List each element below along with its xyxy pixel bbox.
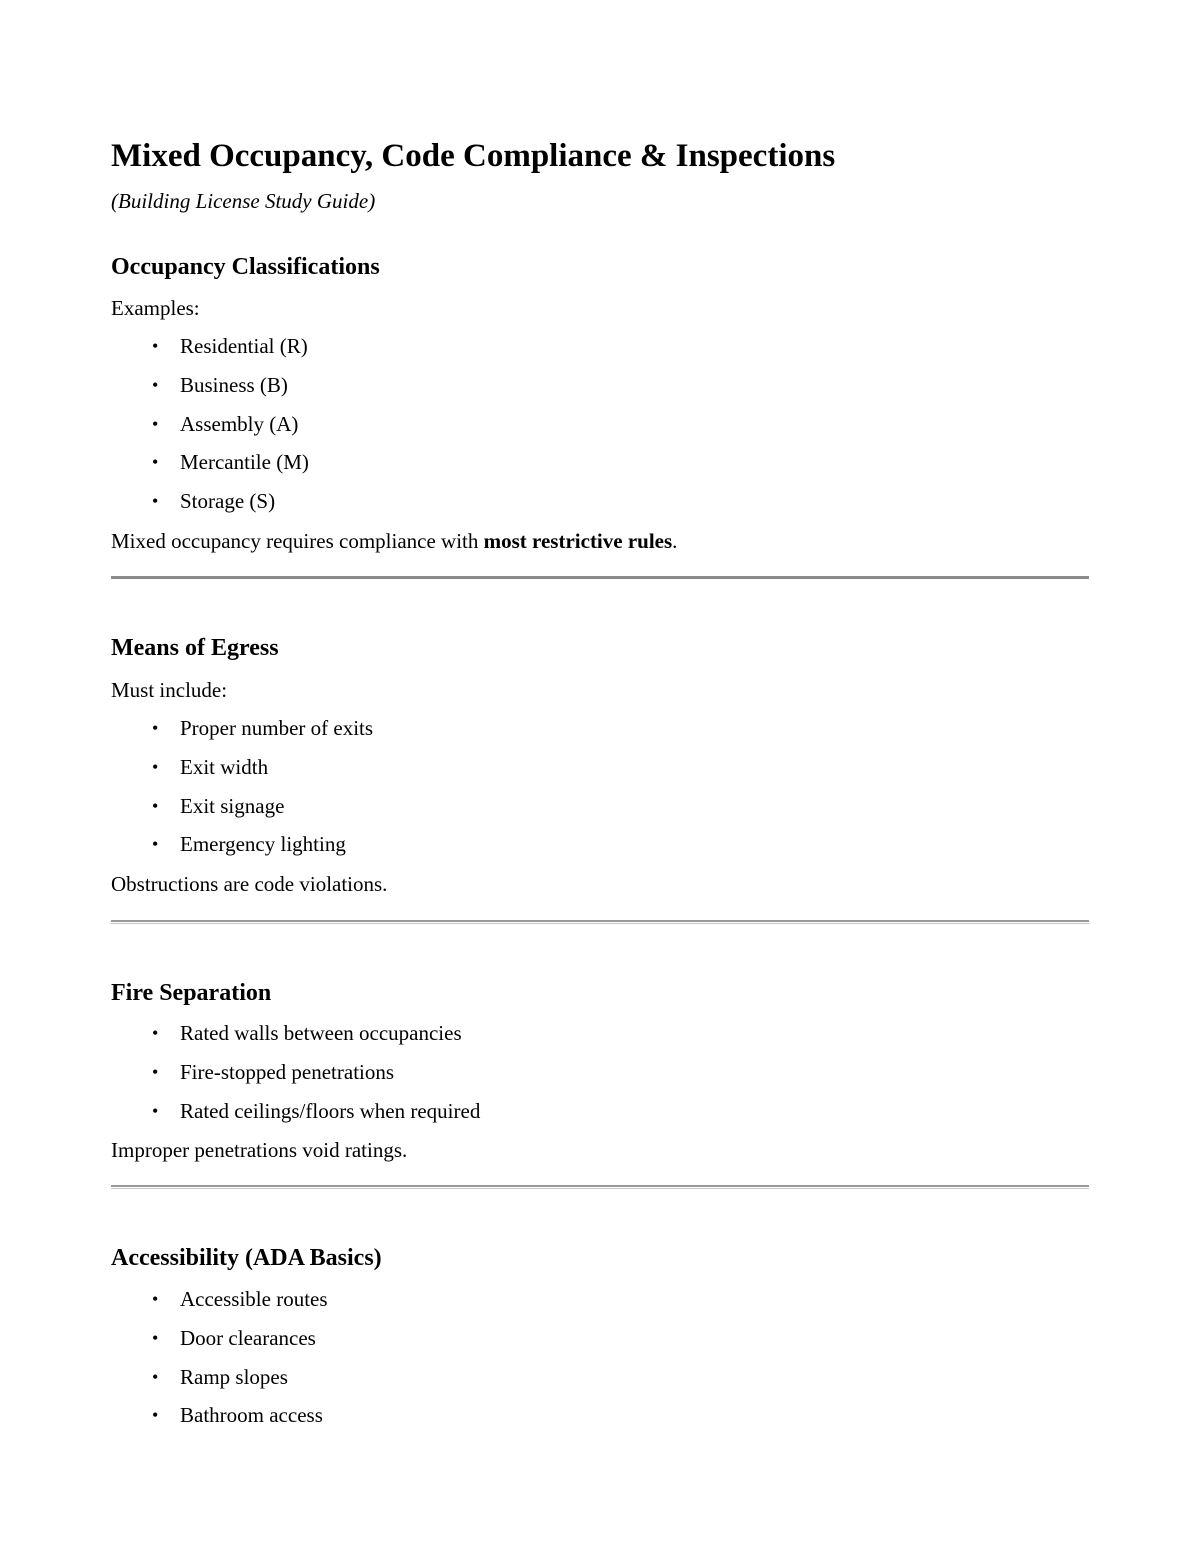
list-item: • Rated ceilings/floors when required [152,1098,481,1123]
bullet-icon: • [152,718,159,738]
fire-separation-note: Improper penetrations void ratings. [111,1138,408,1162]
bullet-icon: • [152,1289,159,1309]
list-item: • Storage (S) [152,489,276,514]
list-item: • Door clearances [152,1325,316,1350]
list-item: • Proper number of exits [152,716,374,740]
list-item: • Assembly (A) [152,411,299,436]
accessibility-list [111,1286,328,1441]
bullet-icon: • [152,413,159,434]
list-item: • Business (B) [152,372,288,397]
bullet-icon: • [152,491,159,512]
list-item: • Mercantile (M) [152,450,309,475]
bullet-icon: • [152,1100,159,1121]
bullet-icon: • [152,374,159,395]
section-heading-occupancy-classifications: Occupancy Classifications [111,254,380,280]
list-item: • Residential (R) [152,334,308,358]
list-item: • Rated walls between occupancies [152,1021,462,1045]
bullet-icon: • [152,1023,159,1043]
egress-list [111,715,373,870]
bullet-icon: • [152,795,159,816]
bullet-icon: • [152,336,159,356]
egress-intro: Must include: [111,678,228,702]
document-title: Mixed Occupancy, Code Compliance & Inspections [111,138,836,174]
fire-separation-list [111,1020,480,1136]
section-heading-means-of-egress: Means of Egress [111,635,279,661]
section-divider [111,1185,1089,1189]
bullet-icon: • [152,1366,159,1387]
list-item: • Emergency lighting [152,832,346,857]
section-divider [111,576,1089,579]
list-item: • Bathroom access [152,1403,323,1428]
document-subtitle: (Building License Study Guide) [111,189,376,213]
section-heading-accessibility: Accessibility (ADA Basics) [111,1245,382,1271]
occupancy-intro: Examples: [111,296,200,320]
list-item: • Exit signage [152,793,285,818]
bullet-icon: • [152,1327,159,1348]
emphasis-text: most restrictive rules [483,529,673,553]
bullet-icon: • [152,452,159,473]
list-item: • Exit width [152,754,269,779]
list-item: • Accessible routes [152,1287,328,1311]
bullet-icon: • [152,1405,159,1426]
section-heading-fire-separation: Fire Separation [111,980,272,1006]
bullet-icon: • [152,1061,159,1082]
occupancy-note: Mixed occupancy requires compliance with most restrictive rules. [111,529,678,553]
section-divider [111,920,1089,924]
occupancy-list [111,333,309,527]
bullet-icon: • [152,756,159,777]
egress-note: Obstructions are code violations. [111,872,388,896]
bullet-icon: • [152,834,159,855]
list-item: • Ramp slopes [152,1364,288,1389]
list-item: • Fire-stopped penetrations [152,1059,395,1084]
